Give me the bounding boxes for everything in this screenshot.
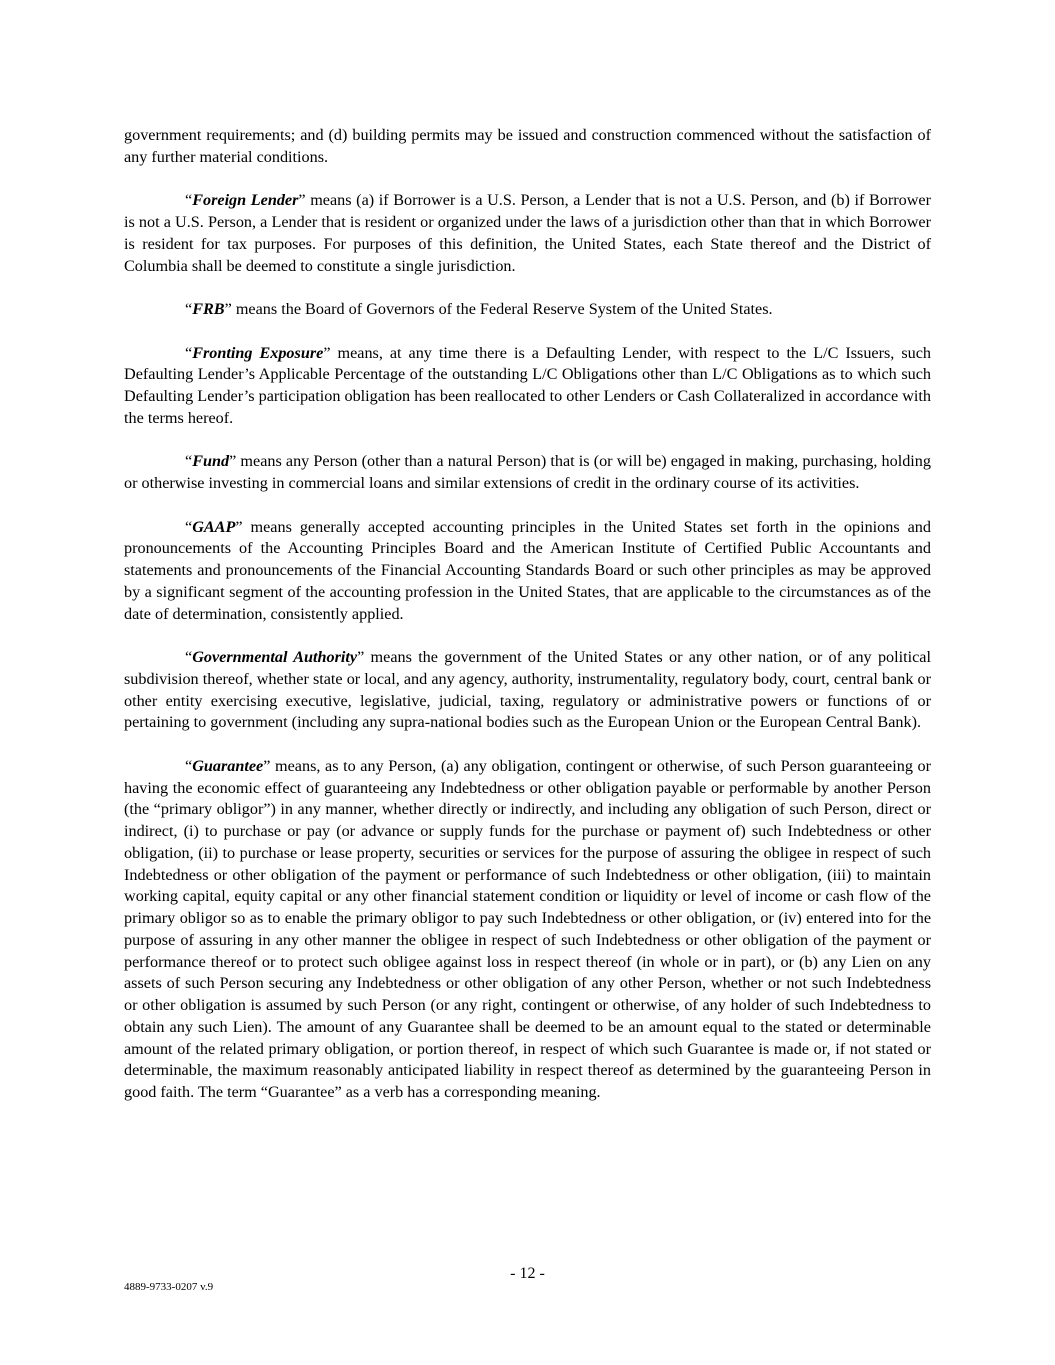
definition-text: means generally accepted accounting principles in the United States set forth in the opinions and pronouncements of the Accounting Principles Board and the American Institute of Certified Public Accountants and statements and pronouncements of the Financial Accounting Standards Board or such other principles as may be approved by a significant segment of the accounting profession in the United States, that are applicable to the circumstances as of the date of determination, consistently applied.	[124, 517, 931, 623]
defined-term: Governmental Authority	[192, 648, 358, 666]
defined-term: Foreign Lender	[192, 191, 299, 210]
definition-text: means, at any time there is a Defaulting Lender, with respect to the L/C Issuers, such Defaulting Lender’s Applicable Percentage of the outstanding L/C Obligations other than L/C Obligations as to which such Defaulting Lender’s participation obligation has been reallocated to other Lenders or Cash Collateralized in accordance with the terms hereof.	[124, 343, 932, 427]
page-number: - 12 -	[510, 1265, 545, 1282]
definition-gaap: “GAAP” means generally accepted accounting principles in the United States set forth in the opinions and pronouncements of the Accounting Principles Board and the American Institute of Certified Public Accountants and statements and pronouncements of the Financial Accounting Standards Board or such other principles as may be approved by a significant segment of the accounting profession in the United States, that are applicable to the circumstances as of the date of determination, consistently applied.	[124, 517, 931, 623]
defined-term: FRB	[192, 300, 225, 318]
defined-term: Fronting Exposure	[192, 343, 324, 362]
document-body	[124, 125, 931, 1126]
paragraph-continuation: government requirements; and (d) building permits may be issued and construction commenced without the satisfaction of any further material conditions.	[124, 126, 931, 166]
definition-text: means the Board of Governors of the Federal Reserve System of the United States.	[231, 300, 773, 318]
definition-text: means, as to any Person, (a) any obligation, contingent or otherwise, of such Person guaranteeing or having the economic effect of guaranteeing any Indebtedness or other obligation payable or performable by another Person (the “primary obligor”) in any manner, whether directly or indirectly, and including any obligation of such Person, direct or indirect, (i) to purchase or pay (or advance or supply funds for the purchase or payment of) such Indebtedness or other obligation, (ii) to purchase or lease property, securities or services for the purpose of assuring the obligee in respect of such Indebtedness or other obligation of the payment or performance of such Indebtedness or other obligation, (iii) to maintain working capital, equity capital or any other financial statement condition or liquidity or level of income or cash flow of the primary obligor so as to enable the primary obligor to pay such Indebtedness or other obligation, or (iv) entered into for the purpose of assuring in any other manner the obligee in respect of such Indebtedness or other obligation of the payment or performance thereof or to protect such obligee against loss in respect thereof (in whole or in part), or (b) any Lien on any assets of such Person securing any Indebtedness or other obligation of any other Person, whether or not such Indebtedness or other obligation is assumed by such Person (or any right, contingent or otherwise, of any holder of such Indebtedness to obtain any such Lien). The amount of any Guarantee shall be deemed to be an amount equal to the stated or determinable amount of the related primary obligation, or portion thereof, in respect of which such Guarantee is made or, if not stated or determinable, the maximum reasonably anticipated liability in respect thereof as determined by the guaranteeing Person in good faith. The term “Guarantee” as a verb has a corresponding meaning.	[124, 756, 931, 1101]
defined-term: GAAP	[192, 517, 236, 536]
defined-term: Guarantee	[192, 756, 264, 775]
definition-text: means any Person (other than a natural Person) that is (or will be) engaged in making, purchasing, holding or otherwise investing in commercial loans and similar extensions of credit in the ordinary course of its activities.	[124, 452, 931, 492]
document-id: 4889-9733-0207 v.9	[124, 1281, 214, 1293]
definition-fronting-exposure: “Fronting Exposure” means, at any time there is a Defaulting Lender, with respect to the L/C Issuers, such Defaulting Lender’s Applicable Percentage of the outstanding L/C Obligations other than L/C Obligations as to which such Defaulting Lender’s participation obligation has been reallocated to other Lenders or Cash Collateralized in accordance with the terms hereof.	[124, 343, 932, 427]
definition-fund: “Fund” means any Person (other than a natural Person) that is (or will be) engaged in making, purchasing, holding or otherwise investing in commercial loans and similar extensions of credit in the ordinary course of its activities.	[124, 452, 931, 492]
definition-foreign-lender: “Foreign Lender” means (a) if Borrower is a U.S. Person, a Lender that is not a U.S. Person, and (b) if Borrower is not a U.S. Person, a Lender that is resident or organized under the laws of a jurisdiction other than that in which Borrower is resident for tax purposes. For purposes of this definition, the United States, each State thereof and the District of Columbia shall be deemed to constitute a single jurisdiction.	[124, 191, 931, 275]
defined-term: Fund	[192, 452, 230, 471]
definition-frb: “FRB” means the Board of Governors of the Federal Reserve System of the United States.	[185, 300, 773, 318]
definition-governmental-authority: “Governmental Authority” means the government of the United States or any other nation, or of any political subdivision thereof, whether state or local, and any agency, authority, instrumentality, regulatory body, court, central bank or other entity exercising executive, legislative, judicial, taxing, regulatory or administrative powers or functions of or pertaining to government (including any supra-national bodies such as the European Union or the European Central Bank).	[124, 648, 931, 732]
definition-text: means (a) if Borrower is a U.S. Person, a Lender that is not a U.S. Person, and (b) if Borrower is not a U.S. Person, a Lender that is resident or organized under the laws of a jurisdiction other than that in which Borrower is resident for tax purposes. For purposes of this definition, the United States, each State thereof and the District of Columbia shall be deemed to constitute a single jurisdiction.	[124, 191, 931, 275]
definition-text: means the government of the United States or any other nation, or of any political subdivision thereof, whether state or local, and any agency, authority, instrumentality, regulatory body, court, central bank or other entity exercising executive, legislative, judicial, taxing, regulatory or administrative powers or functions of or pertaining to government (including any supra-national bodies such as the European Union or the European Central Bank).	[124, 648, 931, 732]
definition-guarantee: “Guarantee” means, as to any Person, (a) any obligation, contingent or otherwise, of such Person guaranteeing or having the economic effect of guaranteeing any Indebtedness or other obligation payable or performable by another Person (the “primary obligor”) in any manner, whether directly or indirectly, and including any obligation of such Person, direct or indirect, (i) to purchase or pay (or advance or supply funds for the purchase or payment of) such Indebtedness or other obligation, (ii) to purchase or lease property, securities or services for the purpose of assuring the obligee in respect of such Indebtedness or other obligation of the payment or performance of such Indebtedness or other obligation, (iii) to maintain working capital, equity capital or any other financial statement condition or liquidity or level of income or cash flow of the primary obligor so as to enable the primary obligor to pay such Indebtedness or other obligation, or (iv) entered into for the purpose of assuring in any other manner the obligee in respect of such Indebtedness or other obligation of the payment or performance thereof or to protect such obligee against loss in respect thereof (in whole or in part), or (b) any Lien on any assets of such Person securing any Indebtedness or other obligation of any other Person, whether or not such Indebtedness or other obligation is assumed by such Person (or any right, contingent or otherwise, of any holder of such Indebtedness to obtain any such Lien). The amount of any Guarantee shall be deemed to be an amount equal to the stated or determinable amount of the related primary obligation, or portion thereof, in respect of which such Guarantee is made or, if not stated or determinable, the maximum reasonably anticipated liability in respect thereof as determined by the guaranteeing Person in good faith. The term “Guarantee” as a verb has a corresponding meaning.	[124, 756, 931, 1101]
